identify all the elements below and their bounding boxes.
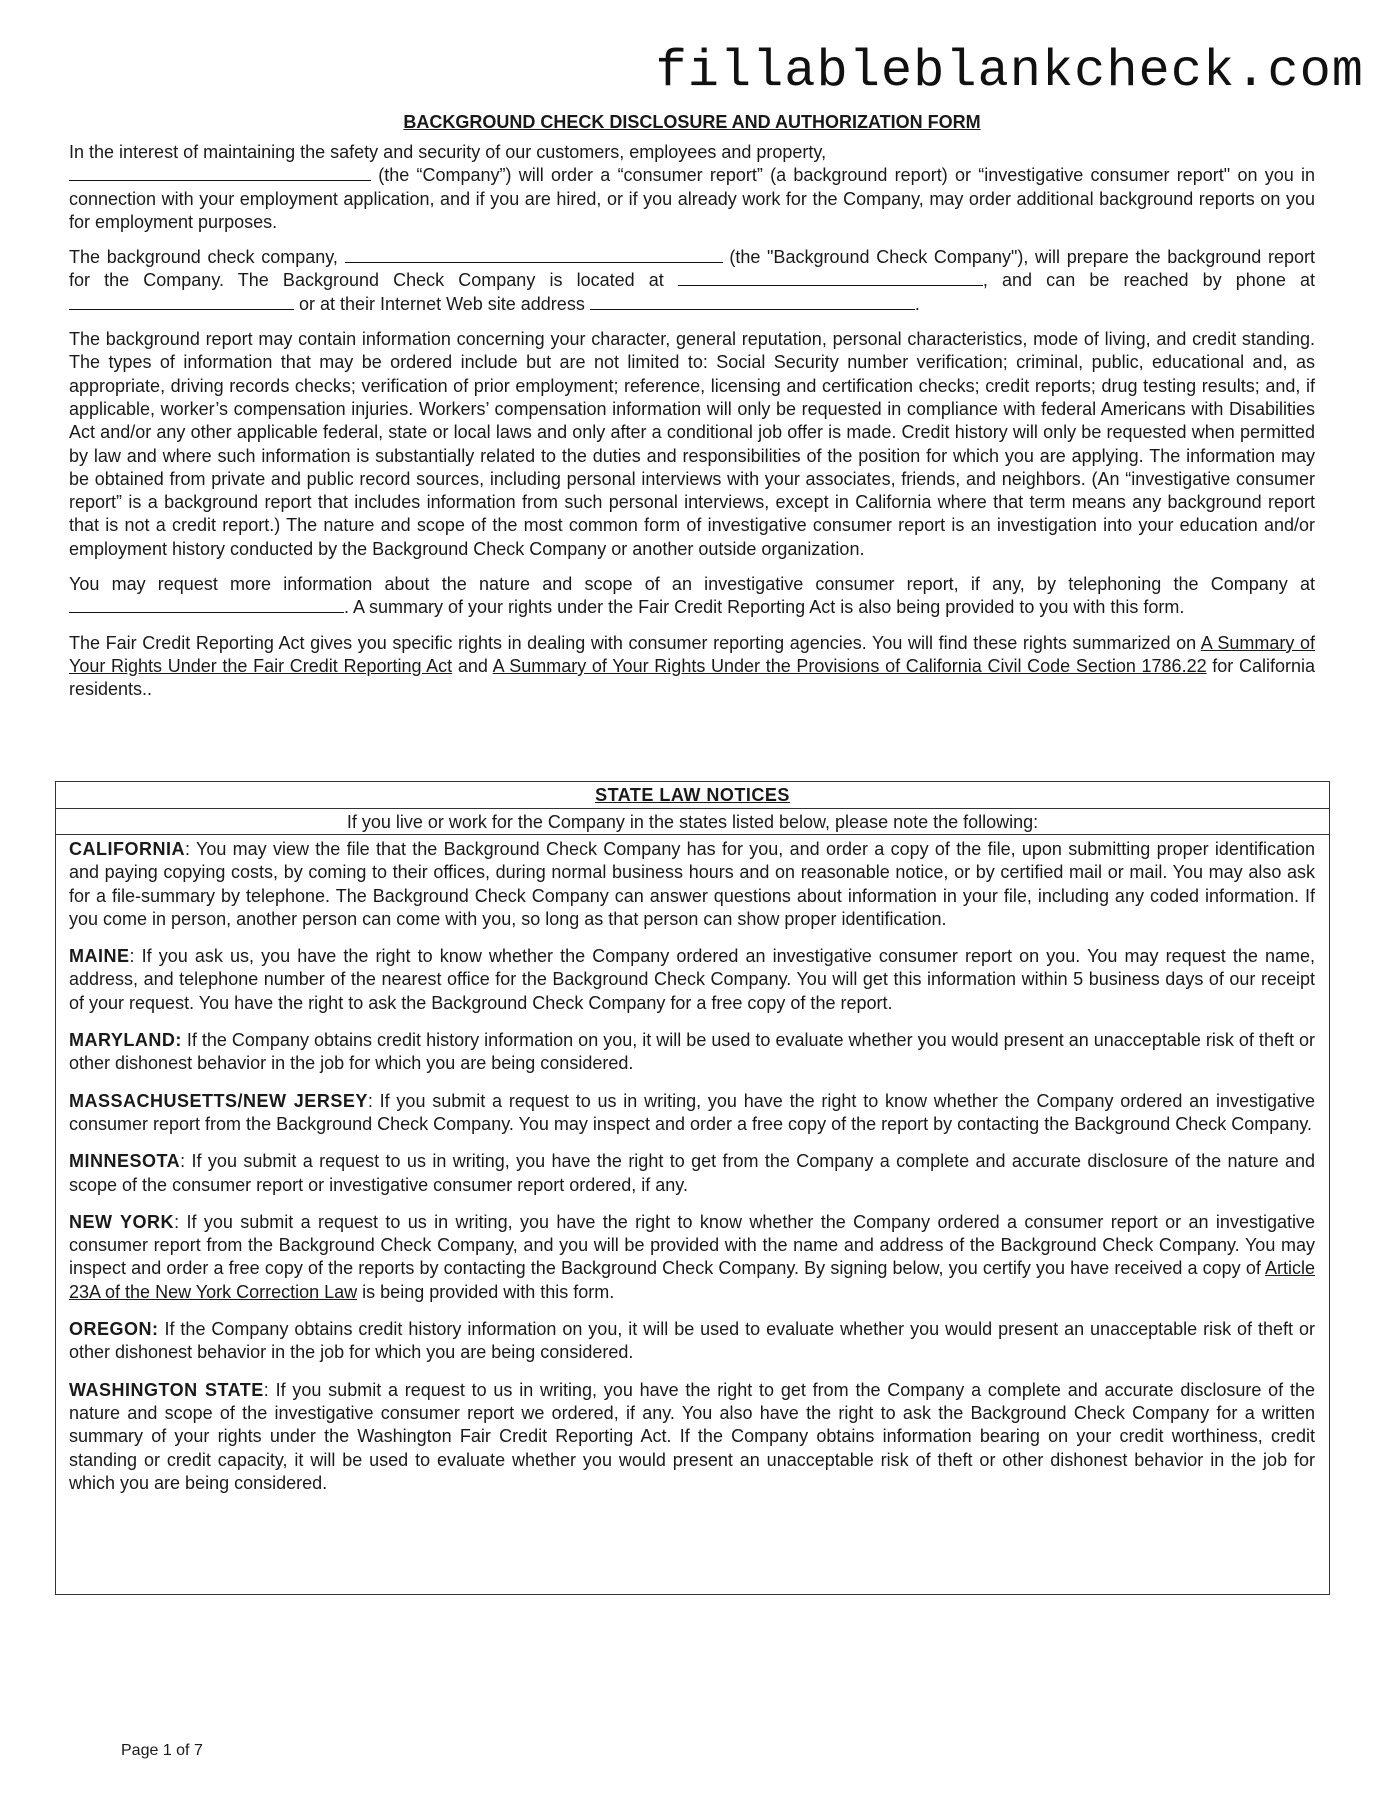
form-body <box>69 112 1315 714</box>
request-text-2: . A summary of your rights under the Fair Credit Reporting Act is also being provided to you with this form. <box>344 597 1185 618</box>
page-number: Page 1 of 7 <box>121 1742 203 1759</box>
form-title: BACKGROUND CHECK DISCLOSURE AND AUTHORIZATION FORM <box>403 112 981 132</box>
state-name: MARYLAND: <box>69 1030 182 1051</box>
notice-text: If the Company obtains credit history information on you, it will be used to evaluate whether you would present an unacceptable risk of theft or other dishonest behavior in the job for which you are being considered. <box>69 1319 1315 1363</box>
bgc-text-4: or at their Internet Web site address <box>294 293 590 314</box>
state-name: NEW YORK <box>69 1211 175 1232</box>
bgc-text-3: , and can be reached by phone at <box>982 270 1315 291</box>
ny-correction-law-link[interactable]: Article 23A of the New York Correction Law <box>69 1258 1315 1302</box>
notice-new-york <box>69 1211 1315 1304</box>
notice-text: If the Company obtains credit history information on you, it will be used to evaluate whether you would present an unacceptable risk of theft or other dishonest behavior in the job for which you are being considered. <box>69 1030 1315 1074</box>
notice-tail: is being provided with this form. <box>357 1281 615 1302</box>
state-name: OREGON: <box>69 1319 159 1340</box>
notice-maryland <box>69 1029 1315 1076</box>
state-name: MASSACHUSETTS/NEW JERSEY <box>69 1090 368 1111</box>
notice-text: : If you submit a request to us in writing, you have the right to get from the Company a complete and accurate disclosure of the nature and scope of the investigative consumer report we ordered, if any. You also have the right to ask the Background Check Company for a written summary of your rights under the Washington Fair Credit Reporting Act. If the Company obtains information bearing on your credit worthiness, credit standing or credit capacity, it will be used to evaluate whether you would present an unacceptable risk of theft or other dishonest behavior in the job for which you are being considered. <box>69 1379 1315 1493</box>
fcra-text-3: for California residents.. <box>69 655 1315 700</box>
notice-maine <box>69 945 1315 1015</box>
notice-california <box>69 838 1315 931</box>
watermark-text: fillableblankcheck.com <box>655 42 1364 101</box>
state-name: MAINE <box>69 946 130 967</box>
notice-washington <box>69 1379 1315 1495</box>
request-text-1: You may request more information about the nature and scope of an investigative consumer report, if any, by telephoning the Company at <box>69 574 1315 595</box>
notice-oregon <box>69 1318 1315 1365</box>
state-notices-header: STATE LAW NOTICES <box>55 781 1330 809</box>
california-rights-link[interactable]: A Summary of Your Rights Under the Provisions of California Civil Code Section 1786.22 <box>492 655 1207 676</box>
fcra-summary-link[interactable]: A Summary of Your Rights Under the Fair Credit Reporting Act <box>69 632 1315 676</box>
bgc-text-5: . <box>914 293 920 314</box>
fcra-text-1: The Fair Credit Reporting Act gives you specific rights in dealing with consumer reporting agencies. You will find these rights summarized on <box>69 632 1201 653</box>
notice-text: : You may view the file that the Background Check Company has for you, and order a copy of the file, upon submitting proper identification and paying copying costs, by coming to their offices, during normal business hours and on reasonable notice, or by certified mail or mail. You may also ask for a file-summary by telephone. The Background Check Company can answer questions about information in your file, including any coded information. If you come in person, another person can come with you, so long as that person can show proper identification. <box>69 839 1315 929</box>
background-company-phone-field[interactable] <box>69 293 294 310</box>
intro-rest: (the “Company”) will order a “consumer report” (a background report) or “investigative consumer report" on you in connection with your employment application, and if you are hired, or if you already work for the Company, may order additional background reports on you for employment purposes. <box>69 165 1315 232</box>
state-notices-list <box>69 838 1315 1509</box>
company-name-field[interactable] <box>69 164 371 181</box>
intro-paragraph <box>69 141 1315 234</box>
fcra-paragraph <box>69 632 1315 702</box>
bgc-text-1: The background check company, <box>69 247 345 268</box>
notice-text: : If you submit a request to us in writing, you have the right to know whether the Company ordered a consumer report or an investigative consumer report from the Background Check Company, and you will be provided with the name and address of the Background Check Company. You may inspect and order a free copy of the reports by contacting the Background Check Company. By signing below, you certify you have received a copy of <box>69 1211 1315 1279</box>
background-company-name-field[interactable] <box>345 246 723 263</box>
background-company-website-field[interactable] <box>590 293 915 310</box>
background-company-address-field[interactable] <box>678 269 983 286</box>
notice-text: : If you ask us, you have the right to know whether the Company ordered an investigative consumer report on you. You may request the name, address, and telephone number of the nearest office for the Background Check Company. You will get this information within 5 business days of our receipt of your request. You have the right to ask the Background Check Company for a free copy of the report. <box>69 946 1315 1013</box>
fcra-text-2: and <box>452 655 493 676</box>
state-notices-subheader: If you live or work for the Company in the states listed below, please note the following: <box>346 812 1039 832</box>
state-name: WASHINGTON STATE <box>69 1379 264 1400</box>
notice-minnesota <box>69 1150 1315 1197</box>
report-contents-paragraph: The background report may contain information concerning your character, general reputation, personal characteristics, mode of living, and credit standing. The types of information that may be ordered include but are not limited to: Social Security number verification; criminal, public, educational and, as appropriate, driving records checks; verification of prior employment; reference, licensing and certification checks; credit reports; drug testing results; and, if applicable, worker’s compensation injuries. Workers’ compensation information will only be requested in compliance with federal Americans with Disabilities Act and/or any other applicable federal, state or local laws and only after a conditional job offer is made. Credit history will only be requested when permitted by law and where such information is substantially related to the duties and responsibilities of the position for which you are applying. The information may be obtained from private and public record sources, including personal interviews with your associates, friends, and neighbors. (An “investigative consumer report” is a background report that includes information from such personal interviews, except in California where that term means any background report that is not a credit report.) The nature and scope of the most common form of investigative consumer report is an investigation into your education and/or employment history conducted by the Background Check Company or another outside organization. <box>69 329 1315 559</box>
intro-text: In the interest of maintaining the safety and security of our customers, employees and property, <box>69 142 827 162</box>
request-info-paragraph <box>69 573 1315 620</box>
background-company-paragraph <box>69 246 1315 316</box>
notice-text: : If you submit a request to us in writing, you have the right to know whether the Company ordered an investigative consumer report from the Background Check Company. You may inspect and order a free copy of the report by contacting the Background Check Company. <box>69 1090 1315 1134</box>
notice-text: : If you submit a request to us in writing, you have the right to get from the Company a complete and accurate disclosure of the nature and scope of the consumer report or investigative consumer report ordered, if any. <box>69 1151 1315 1195</box>
state-name: MINNESOTA <box>69 1151 181 1172</box>
bgc-text-2: (the "Background Check Company"), will prepare the background report for the Company. The Background Check Company is located at <box>69 247 1315 291</box>
notice-massachusetts-new-jersey <box>69 1090 1315 1137</box>
company-phone-field[interactable] <box>69 596 344 613</box>
state-name: CALIFORNIA <box>69 839 185 859</box>
